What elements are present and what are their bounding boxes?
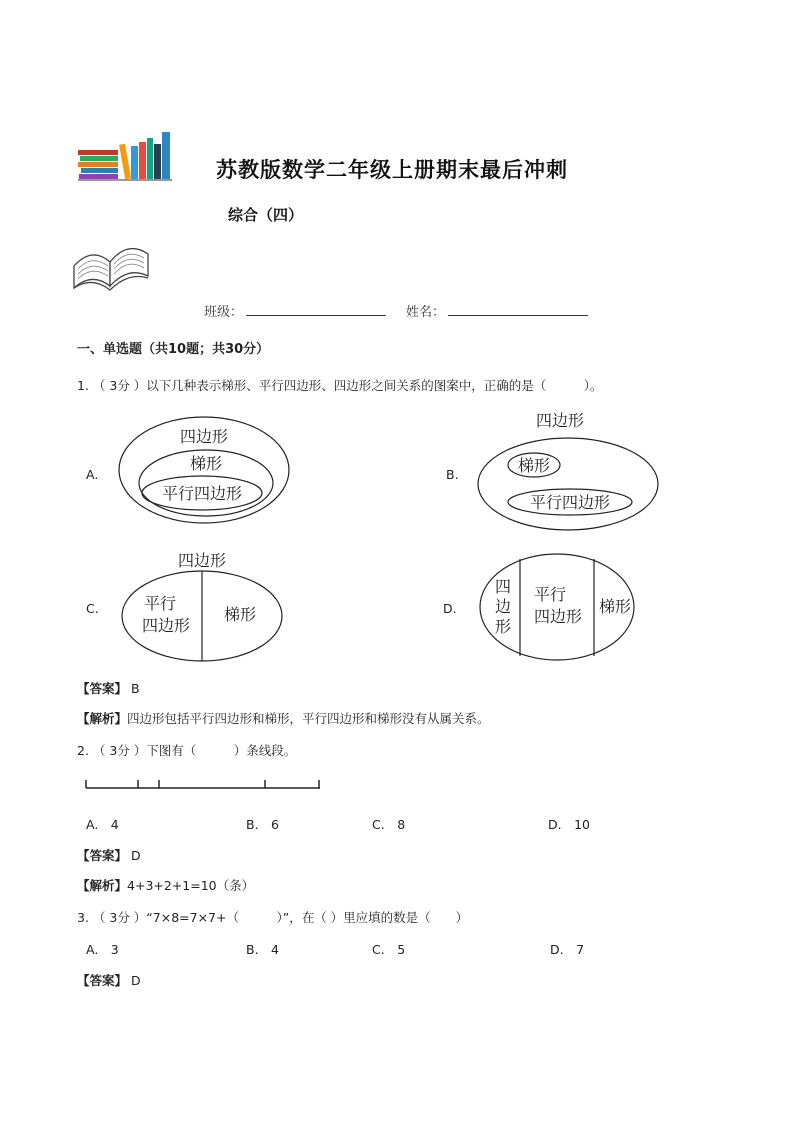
q2-option-a[interactable]: A. 4 <box>86 817 119 832</box>
answer-value: B <box>131 681 140 696</box>
open-book-icon <box>70 236 152 292</box>
q1-option-c-diagram[interactable] <box>118 546 288 664</box>
venn-label-parallelogram-2: 四边形 <box>533 607 583 626</box>
venn-label-parallelogram-2: 四边形 <box>141 616 191 635</box>
q3-option-a[interactable]: A. 3 <box>86 942 119 957</box>
name-field[interactable] <box>448 315 588 316</box>
venn-label-quadrilateral: 四边形 <box>177 551 227 570</box>
q2-option-d[interactable]: D. 10 <box>548 817 591 832</box>
answer-label: 【答案】 <box>77 681 128 696</box>
venn-label-quadrilateral: 四边形 <box>179 427 229 446</box>
q1-analysis <box>77 709 490 727</box>
answer-label: 【答案】 <box>77 848 128 863</box>
page-subtitle: 综合（四） <box>228 206 304 224</box>
venn-label-trapezoid: 梯形 <box>189 454 223 473</box>
class-field[interactable] <box>246 315 386 316</box>
venn-label-parallelogram: 平行四边形 <box>161 484 243 503</box>
venn-label-trapezoid: 梯形 <box>517 456 551 475</box>
answer-value: D <box>131 848 141 863</box>
analysis-text: 4+3+2+1=10（条） <box>127 878 255 893</box>
venn-label-quad-2: 边 <box>494 597 512 616</box>
q2-answer <box>77 846 141 864</box>
q2-analysis <box>77 876 254 894</box>
answer-value: D <box>131 973 141 988</box>
answer-label: 【答案】 <box>77 973 128 988</box>
venn-label-quad-3: 形 <box>494 617 512 636</box>
q2-option-c[interactable]: C. 8 <box>372 817 406 832</box>
q2-line-segment-figure <box>82 776 326 794</box>
q3-option-c[interactable]: C. 5 <box>372 942 406 957</box>
analysis-label: 【解析】 <box>77 711 128 726</box>
name-label: 姓名： <box>406 305 446 320</box>
q3-option-b[interactable]: B. 4 <box>246 942 280 957</box>
books-stack-icon <box>76 130 176 182</box>
q1-option-d-diagram[interactable] <box>476 550 640 666</box>
question-2: 2. （ 3分 ）下图有（ ）条线段。 <box>77 743 297 758</box>
venn-label-trapezoid: 梯形 <box>598 597 632 616</box>
q1-option-c-letter[interactable]: C. <box>86 601 99 616</box>
venn-label-trapezoid: 梯形 <box>223 605 257 624</box>
venn-label-parallelogram-1: 平行 <box>143 594 177 613</box>
q1-option-a-letter[interactable]: A. <box>86 467 99 482</box>
q1-option-b-letter[interactable]: B. <box>446 467 459 482</box>
question-3: 3. （ 3分 ）“7×8=7×7+（ ）”，在（ ）里应填的数是（ ） <box>77 910 469 925</box>
page-title: 苏教版数学二年级上册期末最后冲刺 <box>216 157 568 182</box>
q1-option-b-diagram[interactable] <box>474 406 660 532</box>
question-1: 1. （ 3分 ）以下几种表示梯形、平行四边形、四边形之间关系的图案中，正确的是（ ）。 <box>77 378 603 393</box>
q1-option-a-diagram[interactable] <box>116 414 296 526</box>
q1-option-d-letter[interactable]: D. <box>443 601 457 616</box>
venn-label-parallelogram: 平行四边形 <box>529 493 611 512</box>
analysis-text: 四边形包括平行四边形和梯形，平行四边形和梯形没有从属关系。 <box>127 711 490 726</box>
venn-label-parallelogram-1: 平行 <box>533 585 567 604</box>
q2-option-b[interactable]: B. 6 <box>246 817 280 832</box>
venn-label-quadrilateral: 四边形 <box>535 411 585 430</box>
q3-answer <box>77 971 141 989</box>
q1-answer <box>77 679 140 697</box>
section-heading: 一、单选题（共10题；共30分） <box>77 342 270 357</box>
analysis-label: 【解析】 <box>77 878 128 893</box>
class-label: 班级： <box>204 305 244 320</box>
venn-label-quad-1: 四 <box>494 577 512 596</box>
q3-option-d[interactable]: D. 7 <box>550 942 585 957</box>
